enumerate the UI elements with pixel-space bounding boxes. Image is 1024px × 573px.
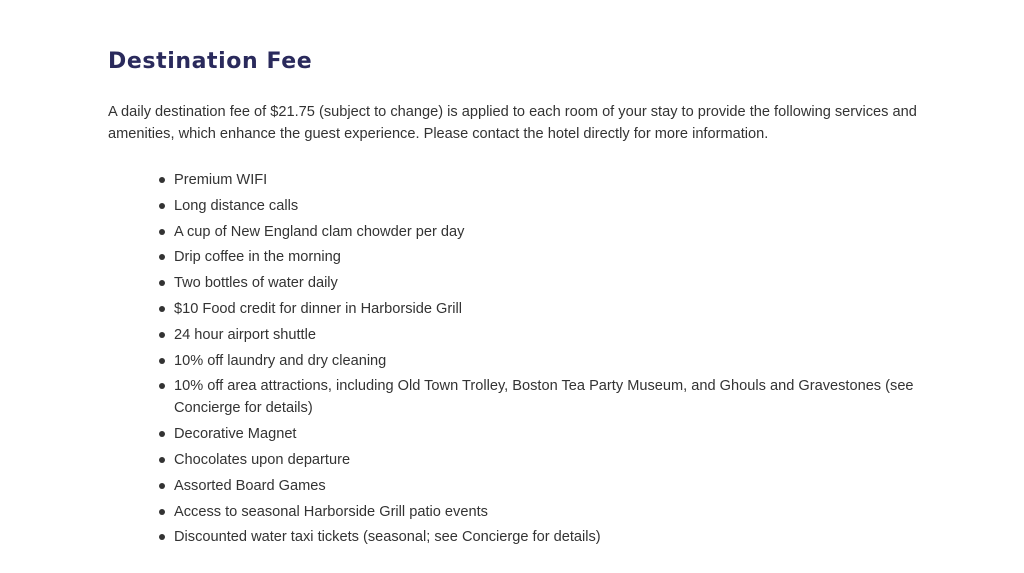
amenity-item xyxy=(174,272,934,294)
amenity-label: Discounted water taxi tickets (seasonal; see Concierge for details) xyxy=(174,529,601,546)
amenity-label: $10 Food credit for dinner in Harborside Grill xyxy=(174,300,462,317)
bullet-icon xyxy=(159,332,165,338)
amenity-label: Assorted Board Games xyxy=(174,477,326,494)
amenity-label: Decorative Magnet xyxy=(174,426,297,443)
amenities-list xyxy=(108,169,934,548)
bullet-icon xyxy=(159,177,165,183)
section-title: Destination Fee xyxy=(108,49,313,74)
amenity-item xyxy=(174,375,934,419)
amenity-label: 10% off area attractions, including Old Town Trolley, Boston Tea Party Museum, and Ghouls and Gravestones (see Concierge for details) xyxy=(174,378,914,417)
amenity-item xyxy=(174,246,934,268)
bullet-icon xyxy=(159,431,165,437)
amenity-label: Two bottles of water daily xyxy=(174,275,338,292)
bullet-icon xyxy=(159,383,165,389)
amenity-item xyxy=(174,324,934,346)
amenity-label: 24 hour airport shuttle xyxy=(174,326,316,343)
amenity-label: Drip coffee in the morning xyxy=(174,249,341,266)
amenity-item xyxy=(174,526,934,548)
bullet-icon xyxy=(159,306,165,312)
bullet-icon xyxy=(159,254,165,260)
bullet-icon xyxy=(159,358,165,364)
bullet-icon xyxy=(159,509,165,515)
amenity-item xyxy=(174,423,934,445)
bullet-icon xyxy=(159,534,165,540)
amenity-item xyxy=(174,449,934,471)
amenity-label: 10% off laundry and dry cleaning xyxy=(174,352,387,369)
bullet-icon xyxy=(159,483,165,489)
amenity-item xyxy=(174,475,934,497)
bullet-icon xyxy=(159,280,165,286)
amenity-item xyxy=(174,169,934,191)
amenity-item xyxy=(174,350,934,372)
amenity-item xyxy=(174,195,934,217)
fee-description: A daily destination fee of $21.75 (subject to change) is applied to each room of your stay to provide the following services and amenities, which enhance the guest experience. Please contact the hotel directly for more information. xyxy=(108,104,917,142)
amenity-item xyxy=(174,298,934,320)
bullet-icon xyxy=(159,203,165,209)
amenity-label: Access to seasonal Harborside Grill patio events xyxy=(174,503,488,520)
amenity-label: Chocolates upon departure xyxy=(174,451,351,468)
amenity-label: Premium WIFI xyxy=(174,172,268,188)
amenity-item xyxy=(174,501,934,523)
bullet-icon xyxy=(159,457,165,463)
bullet-icon xyxy=(159,229,165,235)
amenity-label: Long distance calls xyxy=(174,197,299,214)
amenity-item xyxy=(174,221,934,243)
amenity-label: A cup of New England clam chowder per day xyxy=(174,223,465,240)
